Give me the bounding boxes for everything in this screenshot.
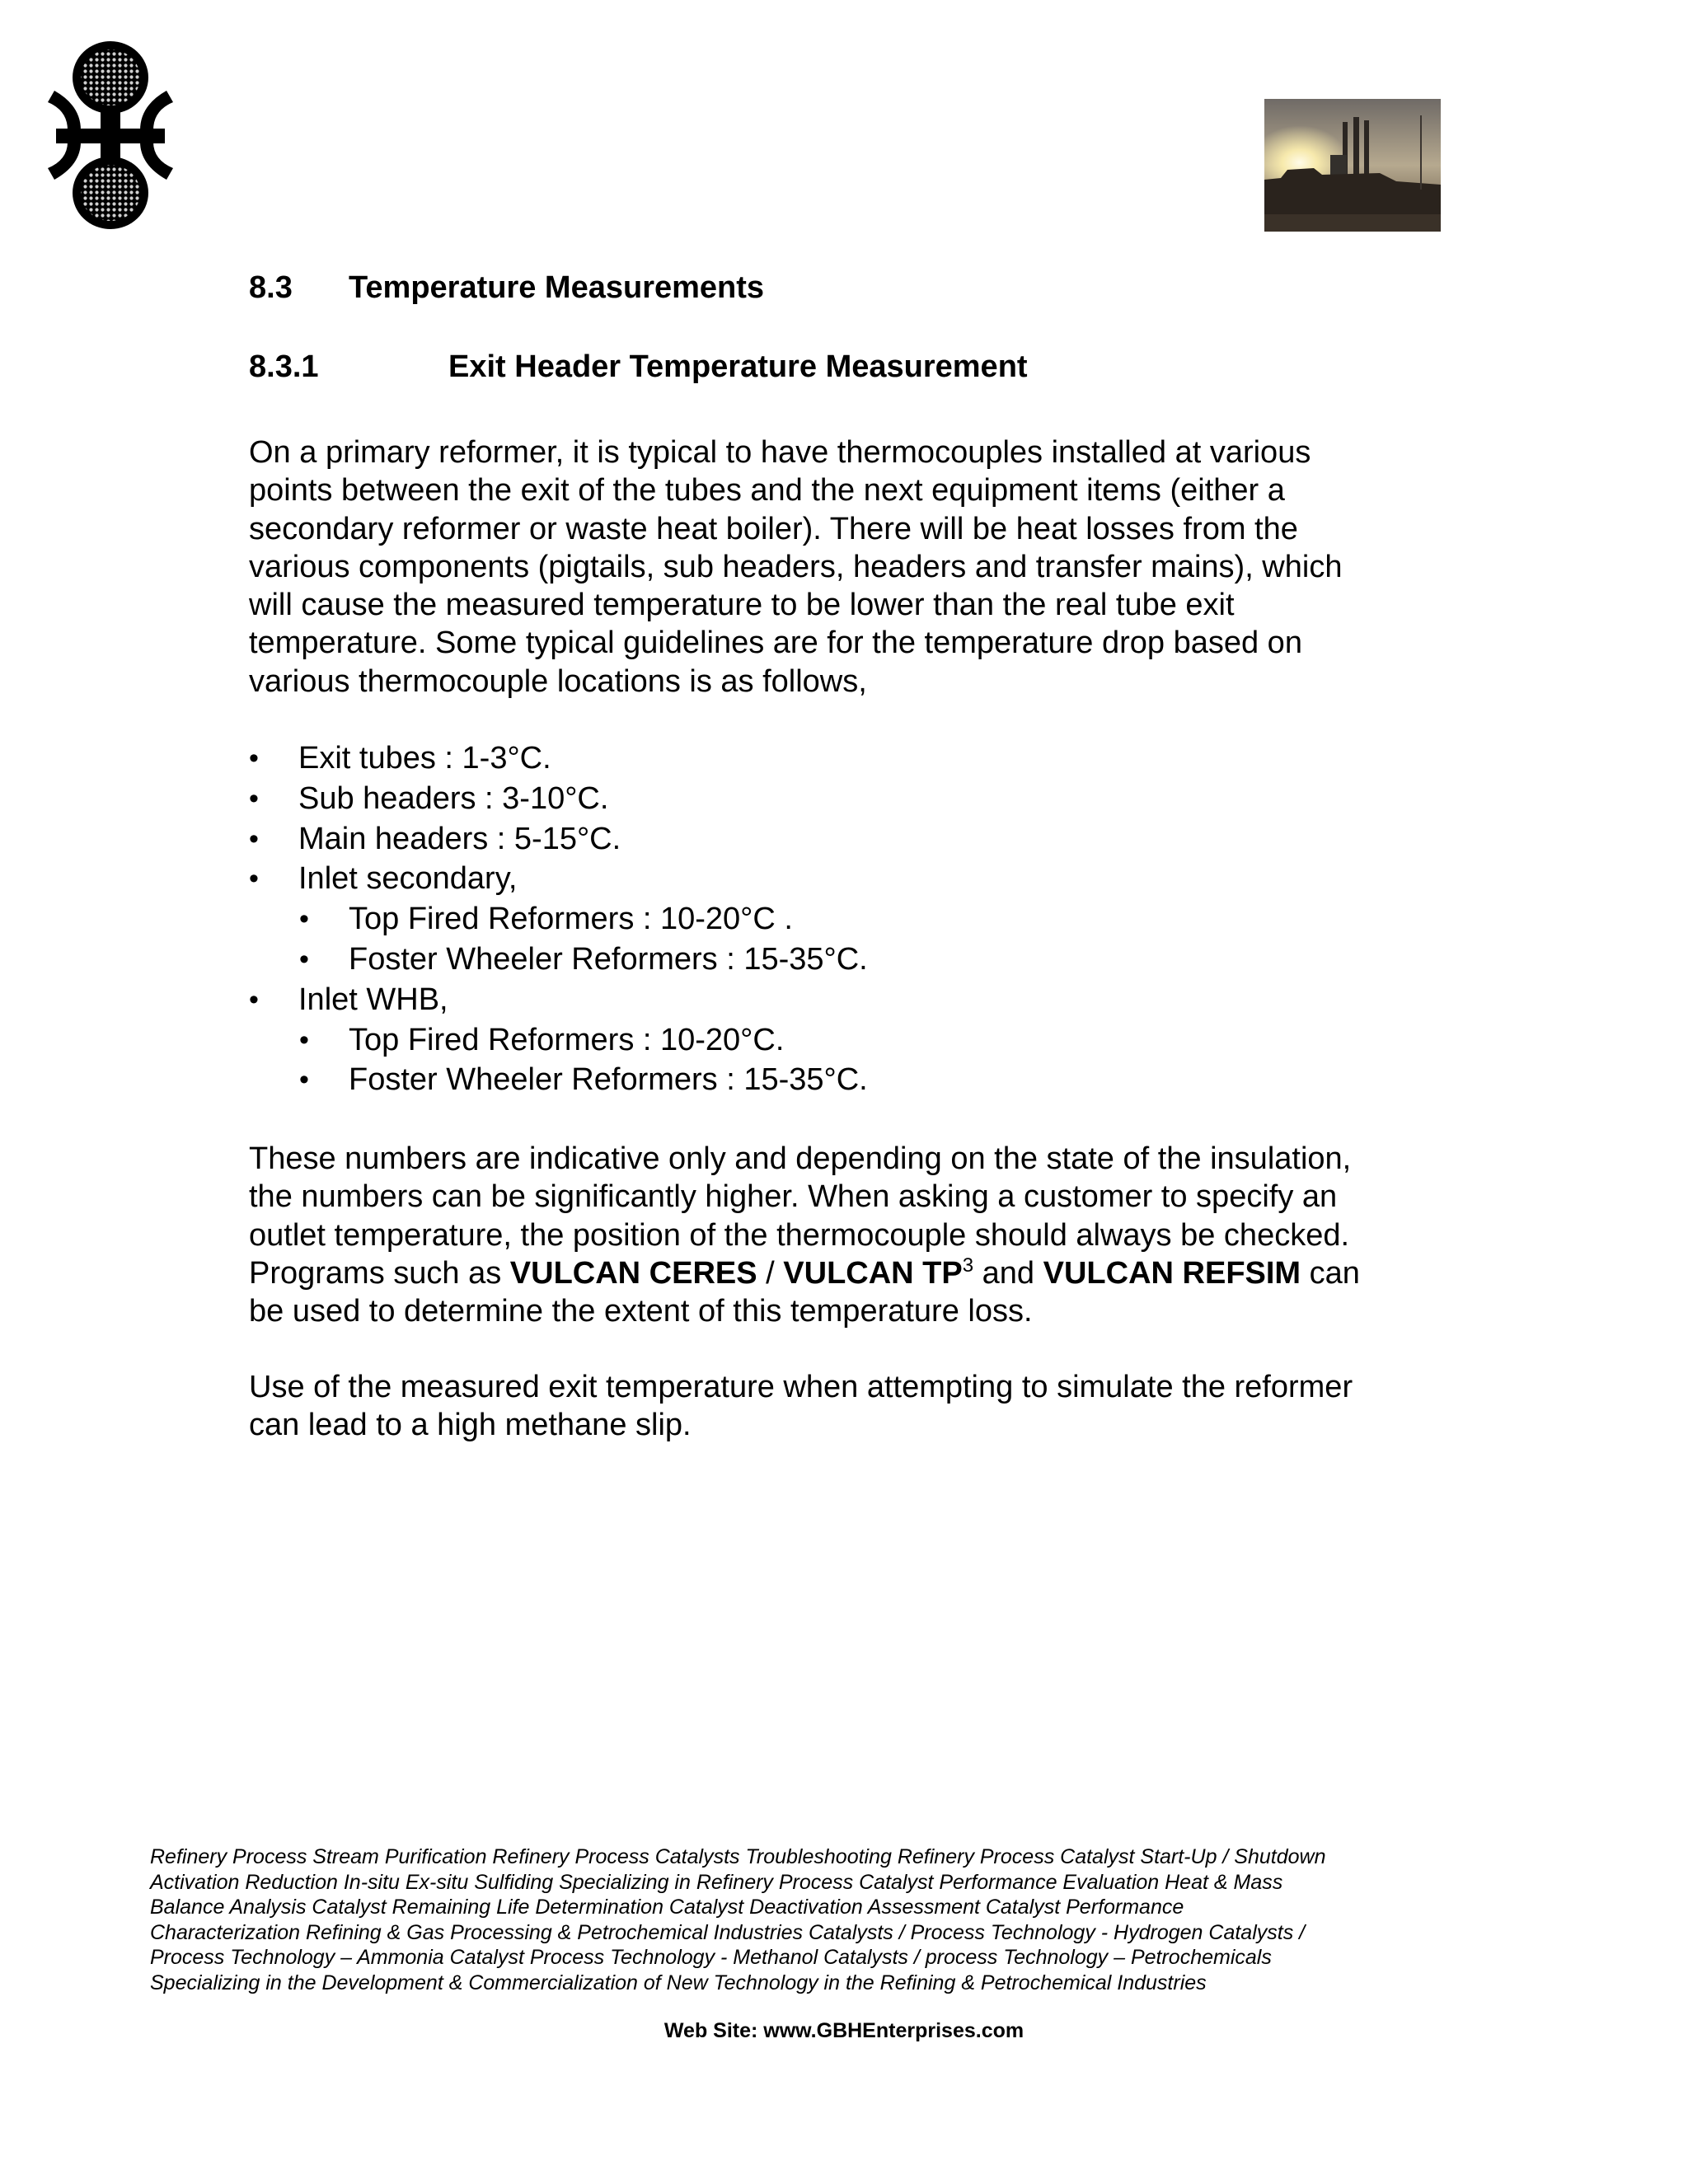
text-fragment: can (1301, 1255, 1360, 1291)
list-item (249, 859, 868, 899)
footer-line: Characterization Refining & Gas Processing & Petrochemical Industries Catalysts / Process Technology - Hydrogen Catalysts / (150, 1920, 1306, 1944)
list-item-text: Foster Wheeler Reformers : 15-35°C. (349, 941, 868, 977)
list-item (249, 980, 868, 1020)
product-name: VULCAN REFSIM (1043, 1255, 1301, 1291)
text-line: be used to determine the extent of this temperature loss. (249, 1294, 1033, 1329)
text-line: Use of the measured exit temperature when attempting to simulate the reformer (249, 1370, 1353, 1404)
text-line: temperature. Some typical guidelines are for the temperature drop based on (249, 626, 1302, 661)
text-line: various components (pigtails, sub headers, headers and transfer mains), which (249, 549, 1343, 584)
footer-line: Process Technology – Ammonia Catalyst Process Technology - Methanol Catalysts / process Technology – Petrochemicals (150, 1946, 1272, 1970)
programs-line (249, 1254, 1461, 1292)
list-item-text: Top Fired Reformers : 10-20°C. (349, 1022, 785, 1057)
footer-line: Refinery Process Stream Purification Refinery Process Catalysts Troubleshooting Refinery Process Catalyst Start-Up / Shutdown (150, 1845, 1326, 1868)
bullet-icon: • (299, 1064, 309, 1096)
indicative-numbers-paragraph (249, 1140, 1461, 1330)
sub-list-item (249, 1020, 868, 1061)
sub-list-item (249, 940, 868, 980)
company-logo (48, 40, 173, 231)
list-item-text: Sub headers : 3-10°C. (298, 780, 609, 816)
sub-list-item (249, 1060, 868, 1100)
text-line: can lead to a high methane slip. (249, 1408, 692, 1443)
superscript: 3 (962, 1254, 974, 1277)
section-title: Temperature Measurements (349, 270, 765, 305)
section-heading (249, 270, 764, 306)
section-number: 8.3 (249, 270, 293, 305)
text-line: outlet temperature, the position of the thermocouple should always be checked. (249, 1217, 1350, 1253)
intro-paragraph (249, 434, 1461, 701)
bullet-icon: • (249, 983, 259, 1015)
text-line: secondary reformer or waste heat boiler). There will be heat losses from the (249, 511, 1298, 546)
text-fragment: and (973, 1255, 1043, 1291)
refinery-photo (1264, 99, 1441, 232)
text-fragment: / (757, 1255, 784, 1291)
bullet-icon: • (299, 943, 309, 975)
bullet-icon: • (249, 743, 259, 774)
list-item (249, 819, 868, 860)
bullet-icon: • (299, 1024, 309, 1056)
footer-services (150, 1844, 1436, 1996)
text-line: the numbers can be significantly higher. When asking a customer to specify an (249, 1179, 1338, 1215)
subsection-number: 8.3.1 (249, 349, 319, 384)
text-line: points between the exit of the tubes and the next equipment items (either a (249, 473, 1285, 509)
list-item-text: Top Fired Reformers : 10-20°C . (349, 902, 793, 937)
bullet-icon: • (299, 903, 309, 935)
text-line: On a primary reformer, it is typical to have thermocouples installed at various (249, 435, 1311, 470)
text-line: will cause the measured temperature to be lower than the real tube exit (249, 588, 1235, 623)
methane-slip-paragraph (249, 1368, 1461, 1445)
bullet-icon: • (249, 863, 259, 895)
list-item-text: Inlet secondary, (298, 861, 518, 897)
bullet-icon: • (249, 823, 259, 855)
temperature-drop-list (249, 738, 868, 1100)
footer-line: Activation Reduction In-situ Ex-situ Sulfiding Specializing in Refinery Process Catalyst Performance Evaluation Heat & Mass (150, 1870, 1283, 1894)
subsection-heading (249, 349, 1028, 385)
list-item-text: Foster Wheeler Reformers : 15-35°C. (349, 1062, 868, 1098)
product-name: VULCAN CERES (509, 1255, 757, 1291)
subsection-title: Exit Header Temperature Measurement (448, 349, 1028, 384)
list-item-text: Exit tubes : 1-3°C. (298, 741, 551, 776)
list-item (249, 779, 868, 819)
list-item (249, 738, 868, 779)
product-name: VULCAN TP (783, 1255, 963, 1291)
text-fragment: Programs such as (249, 1255, 510, 1291)
text-line: These numbers are indicative only and depending on the state of the insulation, (249, 1141, 1352, 1176)
list-item-text: Main headers : 5-15°C. (298, 821, 621, 856)
list-item-text: Inlet WHB, (298, 982, 448, 1017)
footer-line: Balance Analysis Catalyst Remaining Life Determination Catalyst Deactivation Assessment Catalyst Performance (150, 1896, 1184, 1919)
bullet-icon: • (249, 782, 259, 814)
website-link[interactable]: Web Site: www.GBHEnterprises.com (663, 2019, 1025, 2042)
text-line: various thermocouple locations is as follows, (249, 663, 867, 699)
footer-line: Specializing in the Development & Commercialization of New Technology in the Refining & Petrochemical Industries (150, 1971, 1207, 1994)
sub-list-item (249, 899, 868, 940)
